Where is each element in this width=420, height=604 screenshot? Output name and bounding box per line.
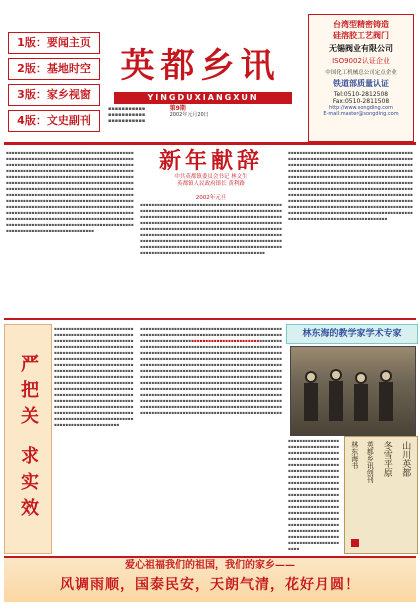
photo-caption-box (286, 324, 418, 344)
ad-line-1: 台湾型精密铸造 (333, 20, 389, 29)
ad-line-2: 硅溶胶工艺阀门 (333, 31, 389, 40)
ad-cert: ISO9002认证企业 (332, 57, 390, 65)
issue-date: 2002年元月20日 (169, 112, 209, 118)
ad-line-6: 铁道部质量认证 (333, 79, 389, 88)
seal-stamp (351, 539, 359, 547)
photo-caption: 林东海的教学家学术专家 (302, 329, 402, 339)
feature-author-2: 英都镇人民政府镇长 黄利路 (177, 181, 245, 187)
calligraphy-line-2: 冬雪平原 (381, 441, 392, 477)
nav-page-4[interactable]: 4版：文史副刊 (8, 110, 100, 132)
group-photo (290, 346, 416, 436)
side-headline-box (4, 324, 52, 554)
calligraphy-line-4: 林东海书 (350, 441, 359, 469)
article-right-column: ▪▪▪▪▪▪▪▪▪▪▪▪▪▪▪▪▪▪▪▪▪▪▪▪▪▪▪▪▪▪▪▪▪▪▪▪▪▪▪▪▪▪▪▪▪▪▪▪▪▪▪▪▪▪▪▪▪▪▪▪▪▪▪▪▪▪▪▪▪▪▪▪▪▪▪▪▪▪▪▪▪▪▪▪▪▪▪▪▪▪▪▪▪▪▪▪▪▪▪▪▪▪▪▪▪▪▪▪▪▪▪▪▪▪▪▪▪▪▪▪▪▪▪▪▪▪▪▪▪▪▪▪▪▪▪▪▪▪▪▪▪▪▪▪▪▪▪▪▪▪▪▪▪▪▪▪▪▪▪▪▪▪▪▪▪▪▪▪▪▪▪▪▪▪▪▪▪▪▪▪▪▪▪▪▪▪▪▪▪▪▪▪▪▪▪▪▪▪▪▪▪▪▪▪▪▪▪▪▪▪▪▪▪▪▪▪▪▪▪▪▪▪▪▪▪▪▪▪▪▪▪▪▪▪▪▪▪▪▪▪▪▪▪▪▪▪▪▪▪▪▪▪▪▪▪▪▪▪▪▪▪▪▪▪▪▪▪▪▪▪▪▪▪▪▪▪▪▪▪▪▪▪▪▪▪▪▪▪▪▪▪▪▪▪▪▪▪▪▪▪▪▪▪▪▪▪▪▪▪▪▪▪▪▪▪▪▪▪▪▪▪▪▪▪▪▪▪▪▪▪▪▪▪▪▪▪▪▪▪▪▪▪▪▪▪▪▪▪▪▪▪▪▪▪▪▪▪▪▪▪▪▪▪▪▪▪▪▪▪▪▪▪▪▪▪▪▪▪▪▪▪▪▪▪▪▪▪▪▪▪▪▪▪▪▪▪▪▪▪▪▪▪▪▪▪▪▪▪▪▪▪▪▪▪▪▪▪▪▪▪▪▪▪▪▪▪▪▪▪▪▪▪▪▪▪▪▪▪▪▪▪▪▪▪▪▪▪▪▪▪▪▪▪▪▪▪▪▪▪▪▪▪▪▪▪▪▪▪▪▪▪▪▪▪▪▪▪▪▪▪▪▪▪▪▪▪▪▪▪▪▪▪▪▪▪▪▪▪▪▪▪▪▪▪▪▪▪▪▪▪▪▪▪▪▪▪▪▪▪ (288, 150, 413, 221)
people-silhouettes (291, 347, 415, 435)
right-lower-text: ▪▪▪▪▪▪▪▪▪▪▪▪▪▪▪▪▪▪▪▪▪▪▪▪▪▪▪▪▪▪▪▪▪▪▪▪▪▪▪▪▪▪▪▪▪▪▪▪▪▪▪▪▪▪▪▪▪▪▪▪▪▪▪▪▪▪▪▪▪▪▪▪▪▪▪▪▪▪▪▪▪▪▪▪▪▪▪▪▪▪▪▪▪▪▪▪▪▪▪▪▪▪▪▪▪▪▪▪▪▪▪▪▪▪▪▪▪▪▪▪▪▪▪▪▪▪▪▪▪▪▪▪▪▪▪▪▪▪▪▪▪▪▪▪▪▪▪▪▪▪▪▪▪▪▪▪▪▪▪▪▪▪▪▪▪▪▪▪▪▪▪▪▪▪▪▪▪▪▪▪▪▪▪▪▪▪▪▪▪▪▪▪▪▪▪▪▪▪▪▪▪▪▪▪▪▪▪▪▪▪▪▪▪▪▪▪▪▪▪▪▪▪▪▪▪▪▪▪▪▪▪▪▪▪▪▪▪▪▪▪▪▪▪▪▪▪▪▪▪▪▪▪▪▪▪▪▪▪▪▪▪▪▪▪▪▪▪▪▪▪▪▪▪▪▪▪▪▪▪▪▪▪▪▪▪▪▪▪▪▪▪▪▪▪▪▪▪▪▪▪▪▪▪▪▪▪▪▪▪▪▪▪▪▪▪▪▪▪▪▪▪▪▪▪▪▪▪▪ (288, 438, 340, 551)
feature-title: 新年献辞 (158, 148, 263, 174)
masthead-title: 英都乡讯 (120, 46, 281, 86)
ad-company: 无锡阀业有限公司 (329, 44, 393, 53)
issue-number: 第9期 (169, 105, 186, 112)
side-headline: 严把关 求实效 (18, 353, 39, 525)
calligraphy-line-3: 英都乡讯创刊 (366, 441, 375, 483)
ad-line-5: 中国化工机械总公司定点企业 (325, 70, 397, 76)
nav-page-1[interactable]: 1版：要闻主页 (8, 32, 100, 54)
article-left-column: ▪▪▪▪▪▪▪▪▪▪▪▪▪▪▪▪▪▪▪▪▪▪▪▪▪▪▪▪▪▪▪▪▪▪▪▪▪▪▪▪▪▪▪▪▪▪▪▪▪▪▪▪▪▪▪▪▪▪▪▪▪▪▪▪▪▪▪▪▪▪▪▪▪▪▪▪▪▪▪▪▪▪▪▪▪▪▪▪▪▪▪▪▪▪▪▪▪▪▪▪▪▪▪▪▪▪▪▪▪▪▪▪▪▪▪▪▪▪▪▪▪▪▪▪▪▪▪▪▪▪▪▪▪▪▪▪▪▪▪▪▪▪▪▪▪▪▪▪▪▪▪▪▪▪▪▪▪▪▪▪▪▪▪▪▪▪▪▪▪▪▪▪▪▪▪▪▪▪▪▪▪▪▪▪▪▪▪▪▪▪▪▪▪▪▪▪▪▪▪▪▪▪▪▪▪▪▪▪▪▪▪▪▪▪▪▪▪▪▪▪▪▪▪▪▪▪▪▪▪▪▪▪▪▪▪▪▪▪▪▪▪▪▪▪▪▪▪▪▪▪▪▪▪▪▪▪▪▪▪▪▪▪▪▪▪▪▪▪▪▪▪▪▪▪▪▪▪▪▪▪▪▪▪▪▪▪▪▪▪▪▪▪▪▪▪▪▪▪▪▪▪▪▪▪▪▪▪▪▪▪▪▪▪▪▪▪▪▪▪▪▪▪▪▪▪▪▪▪▪▪▪▪▪▪▪▪▪▪▪▪▪▪▪▪▪▪▪▪▪▪▪▪▪▪▪▪▪▪▪▪▪▪▪▪▪▪▪▪▪▪▪▪▪▪▪▪▪▪▪▪▪▪▪▪▪▪▪▪▪▪▪▪▪▪▪▪▪▪▪▪▪▪▪▪▪▪▪▪▪▪▪▪▪▪▪▪▪▪▪▪▪▪▪▪▪▪▪▪▪▪▪▪▪▪▪▪▪▪▪▪▪▪▪▪▪▪▪▪▪▪▪▪▪▪▪▪▪▪▪▪▪▪▪▪▪▪▪▪▪▪▪▪▪▪▪▪▪▪▪▪▪▪▪▪▪▪▪▪▪▪▪▪▪▪▪▪▪▪▪▪▪▪▪▪▪▪▪▪▪▪▪▪▪▪▪▪▪▪▪▪▪▪▪▪▪▪▪▪▪▪▪▪▪▪▪▪▪▪▪▪▪▪▪▪▪▪▪▪▪▪▪▪▪▪▪▪▪▪▪▪▪▪▪▪▪▪▪▪▪▪▪▪▪▪▪▪▪▪▪▪▪▪▪▪▪▪▪▪▪▪▪▪▪▪▪▪▪▪▪▪▪▪▪▪▪▪▪▪▪▪▪▪▪▪▪▪ (6, 150, 134, 233)
center-article: ▪▪▪▪▪▪▪▪▪▪▪▪▪▪▪▪▪▪▪▪▪▪▪▪▪▪▪▪▪▪▪▪▪▪▪▪▪▪▪▪▪▪▪▪▪▪▪▪▪▪▪▪▪▪▪▪▪▪▪▪▪▪▪▪▪▪▪▪▪▪▪▪▪▪▪▪▪▪▪▪▪▪▪▪▪▪▪▪▪▪▪▪▪▪▪▪▪▪▪▪▪▪▪▪▪▪▪▪▪▪▪▪▪▪▪▪▪▪▪▪▪▪▪▪▪▪▪▪▪▪▪▪▪▪▪▪▪▪▪▪▪▪▪▪▪▪▪▪▪▪▪▪▪▪▪▪▪▪▪▪▪▪▪▪▪▪▪▪▪▪▪▪▪▪▪▪▪▪▪▪▪▪▪▪▪▪▪▪▪▪▪▪▪▪▪▪▪▪▪▪▪▪▪▪▪▪▪▪▪▪▪▪▪▪▪▪▪▪▪▪▪▪▪▪▪▪▪▪▪▪▪▪▪▪▪▪▪▪▪▪▪▪▪▪▪▪▪▪▪▪▪▪▪▪▪▪▪▪▪▪▪▪▪▪▪▪▪▪▪▪▪▪▪▪▪▪▪▪▪▪▪▪▪▪▪▪▪▪▪▪▪▪▪▪▪▪▪▪▪▪▪▪▪▪▪▪▪▪▪▪▪▪▪▪▪▪▪▪▪▪▪▪▪▪▪▪▪▪▪▪▪▪▪▪▪▪▪▪▪▪▪▪▪▪▪▪▪▪▪▪▪▪▪▪▪▪▪▪▪▪▪▪▪▪▪▪▪▪▪▪▪▪▪▪▪▪▪▪▪▪▪▪▪▪▪▪▪▪▪▪▪▪▪▪▪▪▪▪▪▪▪▪▪▪▪▪▪▪▪▪▪▪▪▪▪▪▪▪▪▪▪▪▪▪▪▪▪▪▪▪▪▪▪▪▪▪▪▪▪▪▪▪▪▪▪▪▪▪▪▪▪▪▪▪▪▪▪▪▪▪▪▪▪▪▪▪▪▪▪▪▪▪▪▪▪▪▪▪▪▪▪▪▪▪▪▪▪▪▪▪▪▪▪▪▪▪▪▪▪▪▪▪▪▪▪▪▪▪▪▪▪▪▪▪▪▪▪▪▪▪▪▪▪▪▪▪▪▪▪▪▪▪▪▪▪▪▪▪▪▪▪▪▪▪▪▪▪▪▪▪▪▪▪▪▪▪▪▪▪▪▪▪▪▪▪▪▪▪▪▪▪▪▪▪▪▪▪▪▪▪▪▪▪▪▪▪▪▪▪▪▪▪▪▪▪▪▪▪▪▪▪▪▪▪▪▪▪▪▪▪▪▪▪▪▪▪▪▪▪▪▪▪▪▪▪▪▪▪▪▪▪▪▪▪▪▪▪▪▪▪▪▪▪▪▪▪▪▪▪▪▪▪▪▪▪▪▪▪▪▪▪▪▪▪▪▪▪▪▪▪▪▪▪▪▪▪▪▪▪▪▪▪▪▪▪▪▪▪▪▪▪▪▪▪▪▪▪▪▪▪▪▪▪▪▪▪▪▪▪▪▪▪▪▪▪▪▪▪▪▪▪▪▪▪▪▪▪▪▪▪▪▪▪▪▪▪▪▪▪▪▪▪▪▪▪▪▪▪▪▪ (140, 326, 282, 415)
section-divider (4, 318, 416, 320)
feature-author-1: 中共英都镇委员会书记 林文生 (174, 174, 248, 180)
ad-fax: Fax:0510-2811508 (332, 98, 390, 105)
banner-line-2: 风调雨顺，国泰民安，天朗气清，花好月圆！ (60, 577, 360, 593)
feature-header (138, 148, 284, 192)
side-article-text: ▪▪▪▪▪▪▪▪▪▪▪▪▪▪▪▪▪▪▪▪▪▪▪▪▪▪▪▪▪▪▪▪▪▪▪▪▪▪▪▪▪▪▪▪▪▪▪▪▪▪▪▪▪▪▪▪▪▪▪▪▪▪▪▪▪▪▪▪▪▪▪▪▪▪▪▪▪▪▪▪▪▪▪▪▪▪▪▪▪▪▪▪▪▪▪▪▪▪▪▪▪▪▪▪▪▪▪▪▪▪▪▪▪▪▪▪▪▪▪▪▪▪▪▪▪▪▪▪▪▪▪▪▪▪▪▪▪▪▪▪▪▪▪▪▪▪▪▪▪▪▪▪▪▪▪▪▪▪▪▪▪▪▪▪▪▪▪▪▪▪▪▪▪▪▪▪▪▪▪▪▪▪▪▪▪▪▪▪▪▪▪▪▪▪▪▪▪▪▪▪▪▪▪▪▪▪▪▪▪▪▪▪▪▪▪▪▪▪▪▪▪▪▪▪▪▪▪▪▪▪▪▪▪▪▪▪▪▪▪▪▪▪▪▪▪▪▪▪▪▪▪▪▪▪▪▪▪▪▪▪▪▪▪▪▪▪▪▪▪▪▪▪▪▪▪▪▪▪▪▪▪▪▪▪▪▪▪▪▪▪▪▪▪▪▪▪▪▪▪▪▪▪▪▪▪▪▪▪▪▪▪▪▪▪▪▪▪▪▪▪▪▪▪▪▪▪▪▪▪▪▪▪▪▪▪▪▪▪▪▪▪▪▪▪▪▪▪▪▪▪▪▪▪▪▪▪▪▪▪▪▪▪▪▪▪▪▪▪▪▪▪▪▪▪▪▪▪▪▪▪▪▪▪▪▪▪▪▪▪▪▪▪▪▪▪▪▪▪▪▪▪▪▪▪▪▪▪▪▪▪▪▪▪▪▪▪▪▪▪▪▪▪▪▪▪▪▪▪▪▪▪▪▪▪▪▪▪▪▪▪▪▪▪▪▪▪▪▪▪▪▪▪▪▪▪▪▪▪▪▪▪▪▪▪▪▪▪▪▪▪▪ (54, 326, 134, 427)
masthead-publisher: ▪▪▪▪▪▪▪▪▪▪▪ ▪▪▪▪▪▪▪▪▪▪▪ ▪▪▪▪▪▪▪▪▪▪▪ (108, 106, 146, 124)
ad-tel: Tel:0510-2812508 (333, 91, 389, 98)
calligraphy-box (344, 436, 418, 554)
nav-page-2[interactable]: 2版：基地时空 (8, 58, 100, 80)
feature-date: 2002年元旦 (195, 195, 227, 201)
masthead-info (108, 106, 298, 126)
nav-page-3[interactable]: 3版：家乡视窗 (8, 84, 100, 106)
masthead-pinyin: YINGDUXIANGXUN (114, 92, 292, 104)
banner-line-1: 爱心祖福我们的祖国，我们的家乡—— (125, 560, 295, 571)
advertisement-box (308, 14, 414, 142)
calligraphy-columns (345, 437, 417, 553)
header-divider (4, 142, 416, 145)
ad-web[interactable]: http://www.songding.com (329, 105, 393, 111)
ad-email[interactable]: E-mail:master@songding.com (323, 111, 399, 117)
bottom-banner (4, 556, 416, 602)
calligraphy-line-1: 山川英都 (400, 441, 411, 477)
feature-body: ▪▪▪▪▪▪▪▪▪▪▪▪▪▪▪▪▪▪▪▪▪▪▪▪▪▪▪▪▪▪▪▪▪▪▪▪▪▪▪▪▪▪▪▪▪▪▪▪▪▪▪▪▪▪▪▪▪▪▪▪▪▪▪▪▪▪▪▪▪▪▪▪▪▪▪▪▪▪▪▪▪▪▪▪▪▪▪▪▪▪▪▪▪▪▪▪▪▪▪▪▪▪▪▪▪▪▪▪▪▪▪▪▪▪▪▪▪▪▪▪▪▪▪▪▪▪▪▪▪▪▪▪▪▪▪▪▪▪▪▪▪▪▪▪▪▪▪▪▪▪▪▪▪▪▪▪▪▪▪▪▪▪▪▪▪▪▪▪▪▪▪▪▪▪▪▪▪▪▪▪▪▪▪▪▪▪▪▪▪▪▪▪▪▪▪▪▪▪▪▪▪▪▪▪▪▪▪▪▪▪▪▪▪▪▪▪▪▪▪▪▪▪▪▪▪▪▪▪▪▪▪▪▪▪▪▪▪▪▪▪▪▪▪▪▪▪▪▪▪▪▪▪▪▪▪▪▪▪▪▪▪▪▪▪▪▪▪▪▪▪▪▪▪▪▪▪▪▪▪▪▪▪▪▪▪▪▪▪▪▪▪▪▪▪▪▪▪▪▪▪▪▪▪▪▪▪▪▪▪▪▪▪▪▪▪▪▪▪▪▪▪▪▪▪▪▪▪▪▪▪▪▪▪▪▪▪▪▪▪▪▪▪▪▪▪▪▪▪▪▪▪▪▪▪▪▪▪▪▪▪▪▪▪▪▪▪▪▪▪▪▪▪▪▪▪▪▪▪▪▪▪▪▪▪▪▪▪▪▪▪▪▪▪▪▪▪▪▪▪▪▪▪▪▪▪▪▪▪▪▪▪▪▪▪▪▪▪▪▪▪▪▪▪▪▪▪▪▪▪▪▪▪▪▪▪▪▪▪▪▪▪▪▪▪ (140, 202, 282, 255)
